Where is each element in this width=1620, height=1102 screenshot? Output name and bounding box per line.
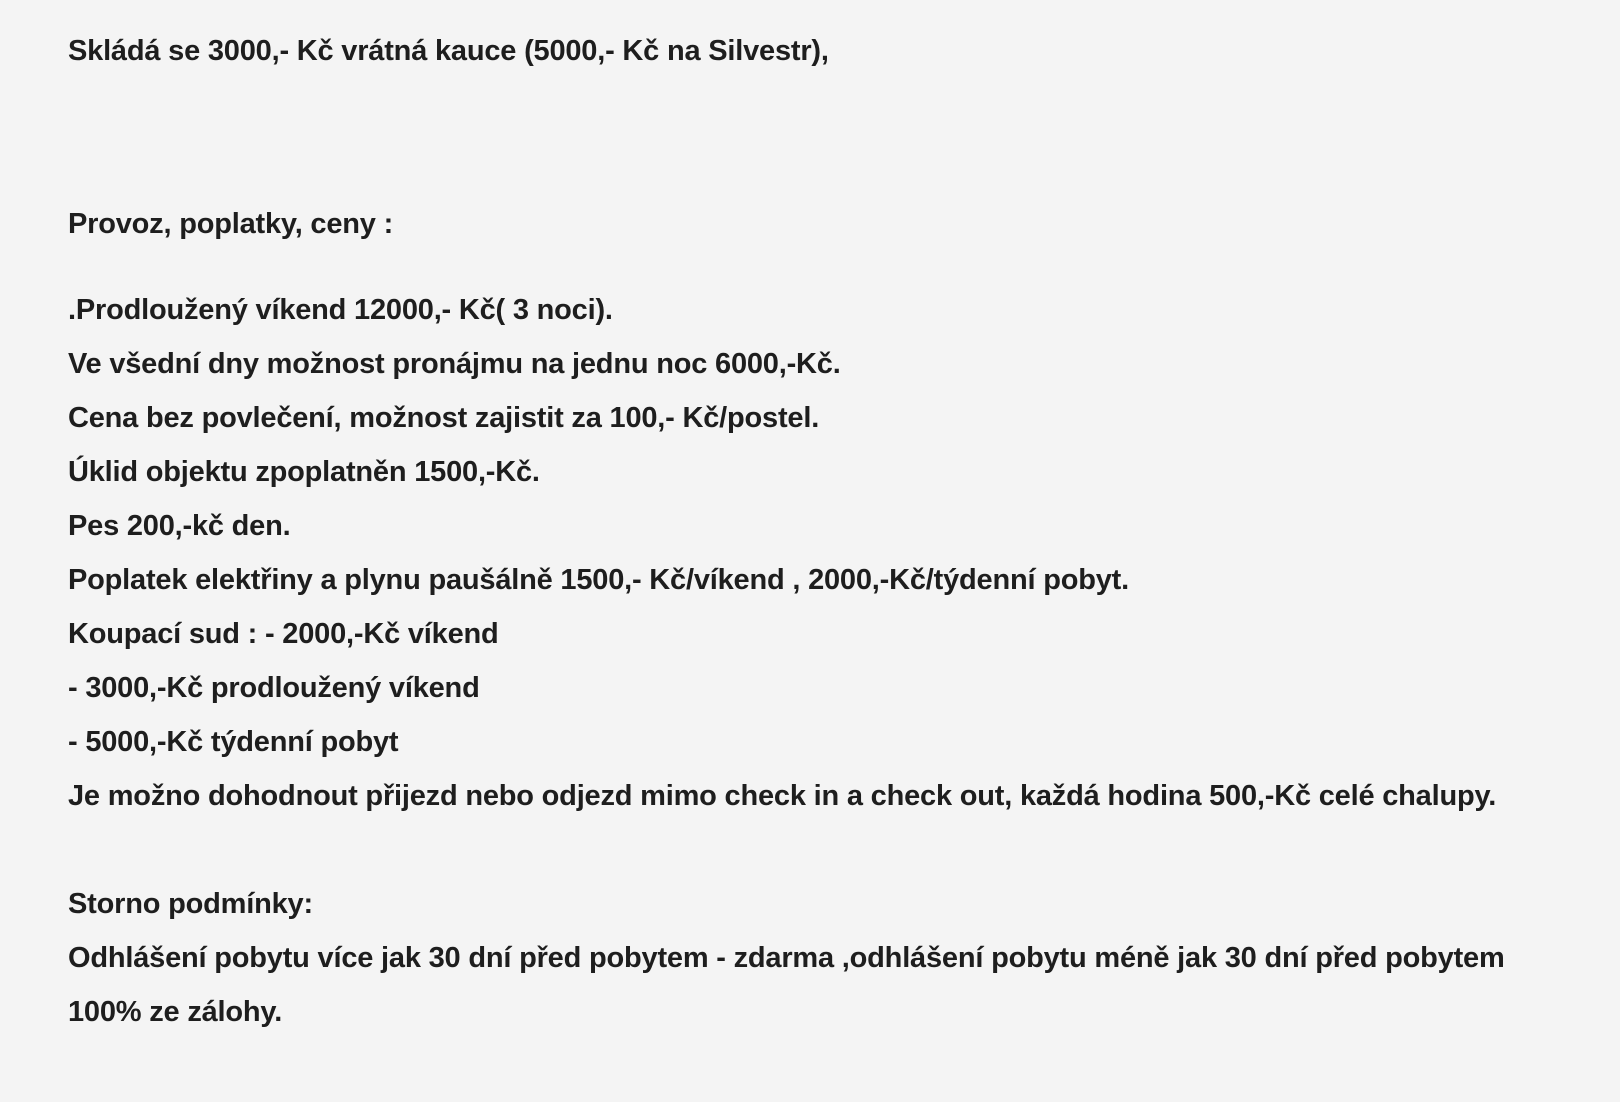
fees-heading-text: Provoz, poplatky, ceny (68, 208, 376, 240)
deposit-text: Skládá se 3000,- Kč vrátná kauce (5000,- Kč na Silvestr), (68, 35, 829, 67)
fee-item-extended-weekend: .Prodloužený víkend 12000,- Kč( 3 noci). (68, 294, 613, 326)
fee-item-hot-tub-extended: - 3000,-Kč prodloužený víkend (68, 672, 480, 704)
fees-heading-colon: : (375, 208, 394, 240)
storno-line: Odhlášení pobytu více jak 30 dní před pobytem - zdarma ,odhlášení pobytu méně jak 30 dní před pobytem (68, 942, 1505, 974)
fee-item-dog: Pes 200,-kč den. (68, 510, 291, 542)
fee-item-hot-tub-weekend: Koupací sud : - 2000,-Kč víkend (68, 618, 499, 650)
fee-item-energy: Poplatek elektřiny a plynu paušálně 1500,- Kč/víkend , 2000,-Kč/týdenní pobyt. (68, 564, 1129, 596)
fee-item-bedding: Cena bez povlečení, možnost zajistit za 100,- Kč/postel. (68, 402, 820, 434)
fee-item-weekday-night: Ve všední dny možnost pronájmu na jednu noc 6000,-Kč. (68, 348, 841, 380)
fees-list (68, 283, 1496, 823)
storno-text (68, 931, 1505, 1039)
fee-item-hot-tub-week: - 5000,-Kč týdenní pobyt (68, 726, 399, 758)
fees-heading (68, 197, 393, 251)
fee-item-cleaning: Úklid objektu zpoplatněn 1500,-Kč. (68, 456, 540, 488)
storno-line: 100% ze zálohy. (68, 996, 283, 1028)
fee-item-checkin-checkout: Je možno dohodnout přijezd nebo odjezd mimo check in a check out, každá hodina 500,-Kč celé chalupy. (68, 780, 1497, 812)
storno-title: Storno podmínky: (68, 888, 313, 920)
